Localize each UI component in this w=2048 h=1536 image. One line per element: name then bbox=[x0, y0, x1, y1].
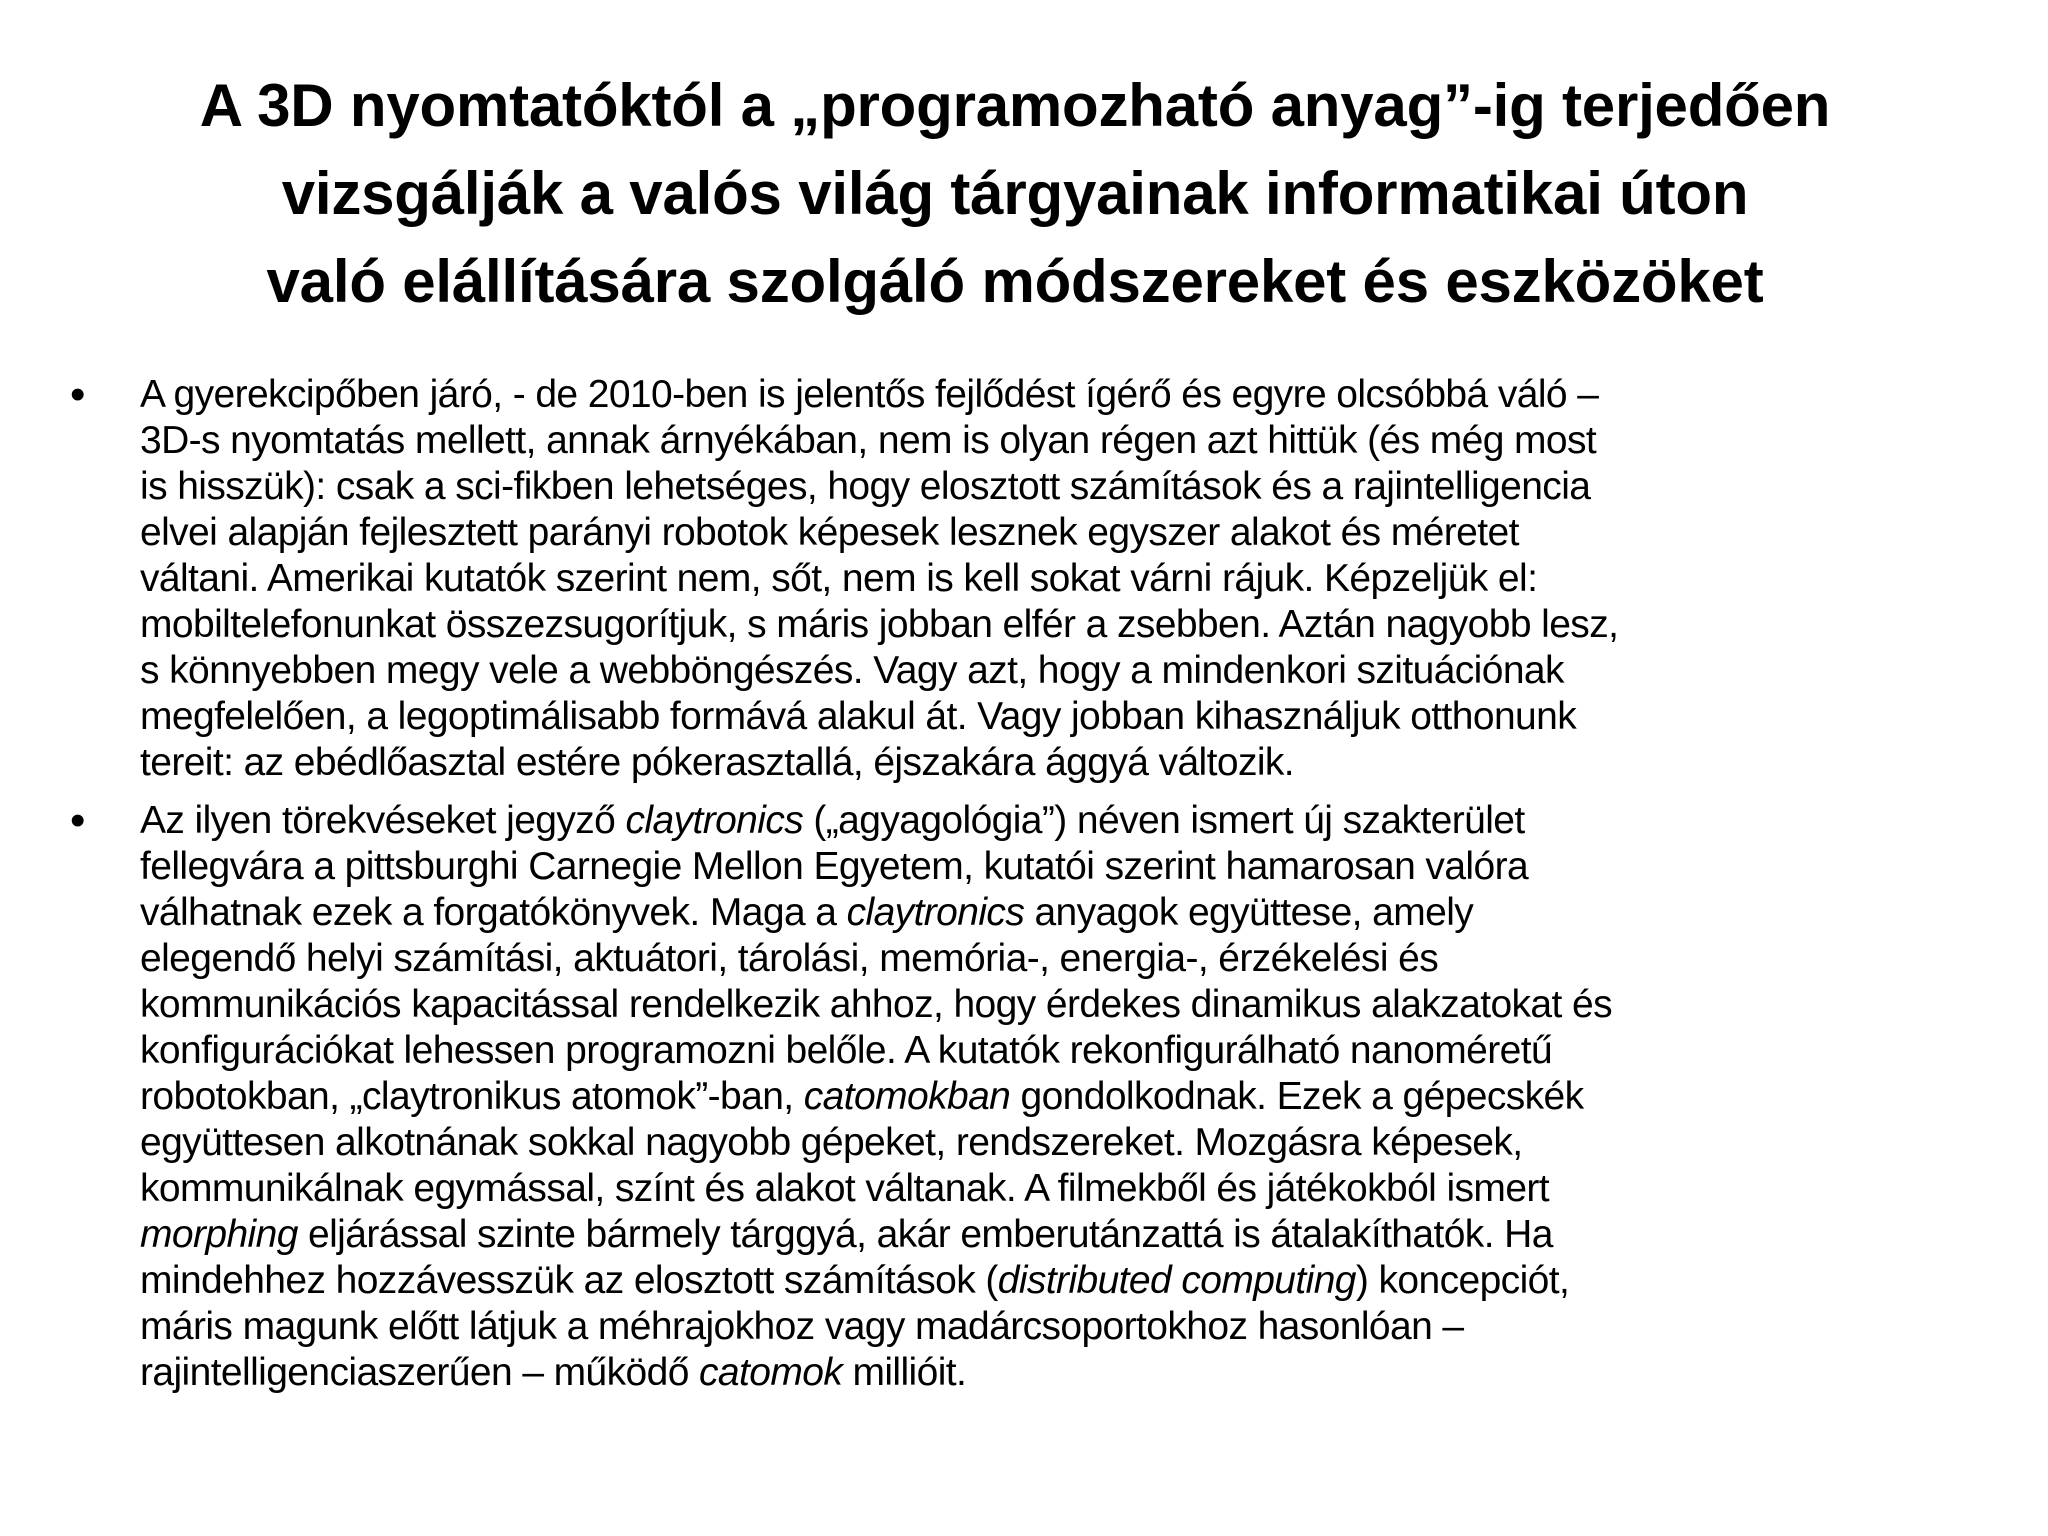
text-run: együttesen alkotnának sokkal nagyobb gépeket, rendszereket. Mozgásra képesek, bbox=[140, 1121, 1523, 1164]
paragraph-line bbox=[140, 844, 2020, 890]
paragraph-line bbox=[140, 556, 2020, 602]
title-line: való elállítására szolgáló módszereket és eszközöket bbox=[266, 248, 1764, 315]
paragraph-line bbox=[140, 464, 2020, 510]
bullet-paragraph bbox=[60, 372, 2020, 786]
paragraph-line bbox=[140, 1166, 2020, 1212]
text-run: eljárással szinte bármely tárggyá, akár emberutánzattá is átalakíthatók. Ha bbox=[297, 1213, 1553, 1256]
paragraph-line bbox=[140, 1350, 2020, 1396]
title-line: vizsgálják a valós világ tárgyainak informatikai úton bbox=[281, 160, 1749, 227]
text-run: tereit: az ebédlőasztal estére pókerasztallá, éjszakára ággyá változik. bbox=[140, 741, 1295, 784]
bullet-paragraph bbox=[60, 798, 2020, 1396]
text-run: robotokban, „claytronikus atomok”-ban, bbox=[140, 1075, 804, 1118]
paragraph-line bbox=[140, 418, 2020, 464]
paragraph-line bbox=[140, 1028, 2020, 1074]
paragraph-line bbox=[140, 694, 2020, 740]
text-run: ) koncepciót, bbox=[1355, 1259, 1570, 1302]
text-run: anyagok együttese, amely bbox=[1024, 891, 1474, 934]
bullet-marker: • bbox=[70, 370, 86, 419]
text-run: fellegvára a pittsburghi Carnegie Mellon Egyetem, kutatói szerint hamarosan valóra bbox=[140, 845, 1529, 888]
text-run: kommunikációs kapacitással rendelkezik ahhoz, hogy érdekes dinamikus alakzatokat és bbox=[140, 983, 1612, 1026]
text-run: gondolkodnak. Ezek a gépecskék bbox=[1010, 1075, 1584, 1118]
text-run: kommunikálnak egymással, színt és alakot váltanak. A filmekből és játékokból ismert bbox=[140, 1167, 1550, 1210]
paragraph-line bbox=[140, 372, 2020, 418]
paragraph-line bbox=[140, 1212, 2020, 1258]
text-run: mindehhez hozzávesszük az elosztott számítások ( bbox=[140, 1259, 998, 1302]
paragraph-line bbox=[140, 1304, 2020, 1350]
paragraph-line bbox=[140, 1074, 2020, 1120]
text-run: („agyagológia”) néven ismert új szakterület bbox=[803, 799, 1525, 842]
paragraph-line bbox=[140, 648, 2020, 694]
text-run: mobiltelefonunkat összezsugorítjuk, s máris jobban elfér a zsebben. Aztán nagyobb lesz, bbox=[140, 603, 1619, 646]
text-run: Az ilyen törekvéseket jegyző bbox=[140, 799, 626, 842]
paragraph-line bbox=[140, 740, 2020, 786]
paragraph-line bbox=[140, 1258, 2020, 1304]
bullet-marker: • bbox=[70, 796, 86, 845]
title-line: A 3D nyomtatóktól a „programozható anyag”-ig terjedően bbox=[199, 72, 1831, 139]
text-run: rajintelligenciaszerűen – működő bbox=[140, 1351, 700, 1394]
paragraph-line bbox=[140, 602, 2020, 648]
bullet-list bbox=[60, 372, 2020, 1408]
paragraph-line bbox=[140, 510, 2020, 556]
text-run: s könnyebben megy vele a webböngészés. Vagy azt, hogy a mindenkori szituációnak bbox=[140, 649, 1564, 692]
text-run: A gyerekcipőben járó, - de 2010-ben is jelentős fejlődést ígérő és egyre olcsóbbá váló – bbox=[140, 373, 1599, 416]
text-run: konfigurációkat lehessen programozni belőle. A kutatók rekonfigurálható nanoméretű bbox=[140, 1029, 1553, 1072]
paragraph-line bbox=[140, 890, 2020, 936]
paragraph-line bbox=[140, 936, 2020, 982]
slide-title bbox=[20, 62, 2010, 326]
text-run: válhatnak ezek a forgatókönyvek. Maga a bbox=[140, 891, 847, 934]
italic-term: claytronics bbox=[625, 799, 804, 842]
text-run: millióit. bbox=[842, 1351, 967, 1394]
italic-term: morphing bbox=[140, 1213, 298, 1256]
paragraph-line bbox=[140, 798, 2020, 844]
text-run: máris magunk előtt látjuk a méhrajokhoz vagy madárcsoportokhoz hasonlóan – bbox=[140, 1305, 1464, 1348]
italic-term: catomok bbox=[699, 1351, 843, 1394]
italic-term: catomokban bbox=[803, 1075, 1011, 1118]
italic-term: claytronics bbox=[846, 891, 1025, 934]
text-run: váltani. Amerikai kutatók szerint nem, sőt, nem is kell sokat várni rájuk. Képzeljük el: bbox=[140, 557, 1538, 600]
text-run: elegendő helyi számítási, aktuátori, tárolási, memória-, energia-, érzékelési és bbox=[140, 937, 1439, 980]
paragraph-line bbox=[140, 982, 2020, 1028]
text-run: elvei alapján fejlesztett parányi robotok képesek lesznek egyszer alakot és méretet bbox=[140, 511, 1519, 554]
paragraph-line bbox=[140, 1120, 2020, 1166]
italic-term: distributed computing bbox=[997, 1259, 1356, 1302]
text-run: 3D-s nyomtatás mellett, annak árnyékában, nem is olyan régen azt hittük (és még most bbox=[140, 419, 1597, 462]
text-run: is hisszük): csak a sci-fikben lehetséges, hogy elosztott számítások és a rajintelligencia bbox=[140, 465, 1591, 508]
text-run: megfelelően, a legoptimálisabb formává alakul át. Vagy jobban kihasználjuk otthonunk bbox=[140, 695, 1577, 738]
